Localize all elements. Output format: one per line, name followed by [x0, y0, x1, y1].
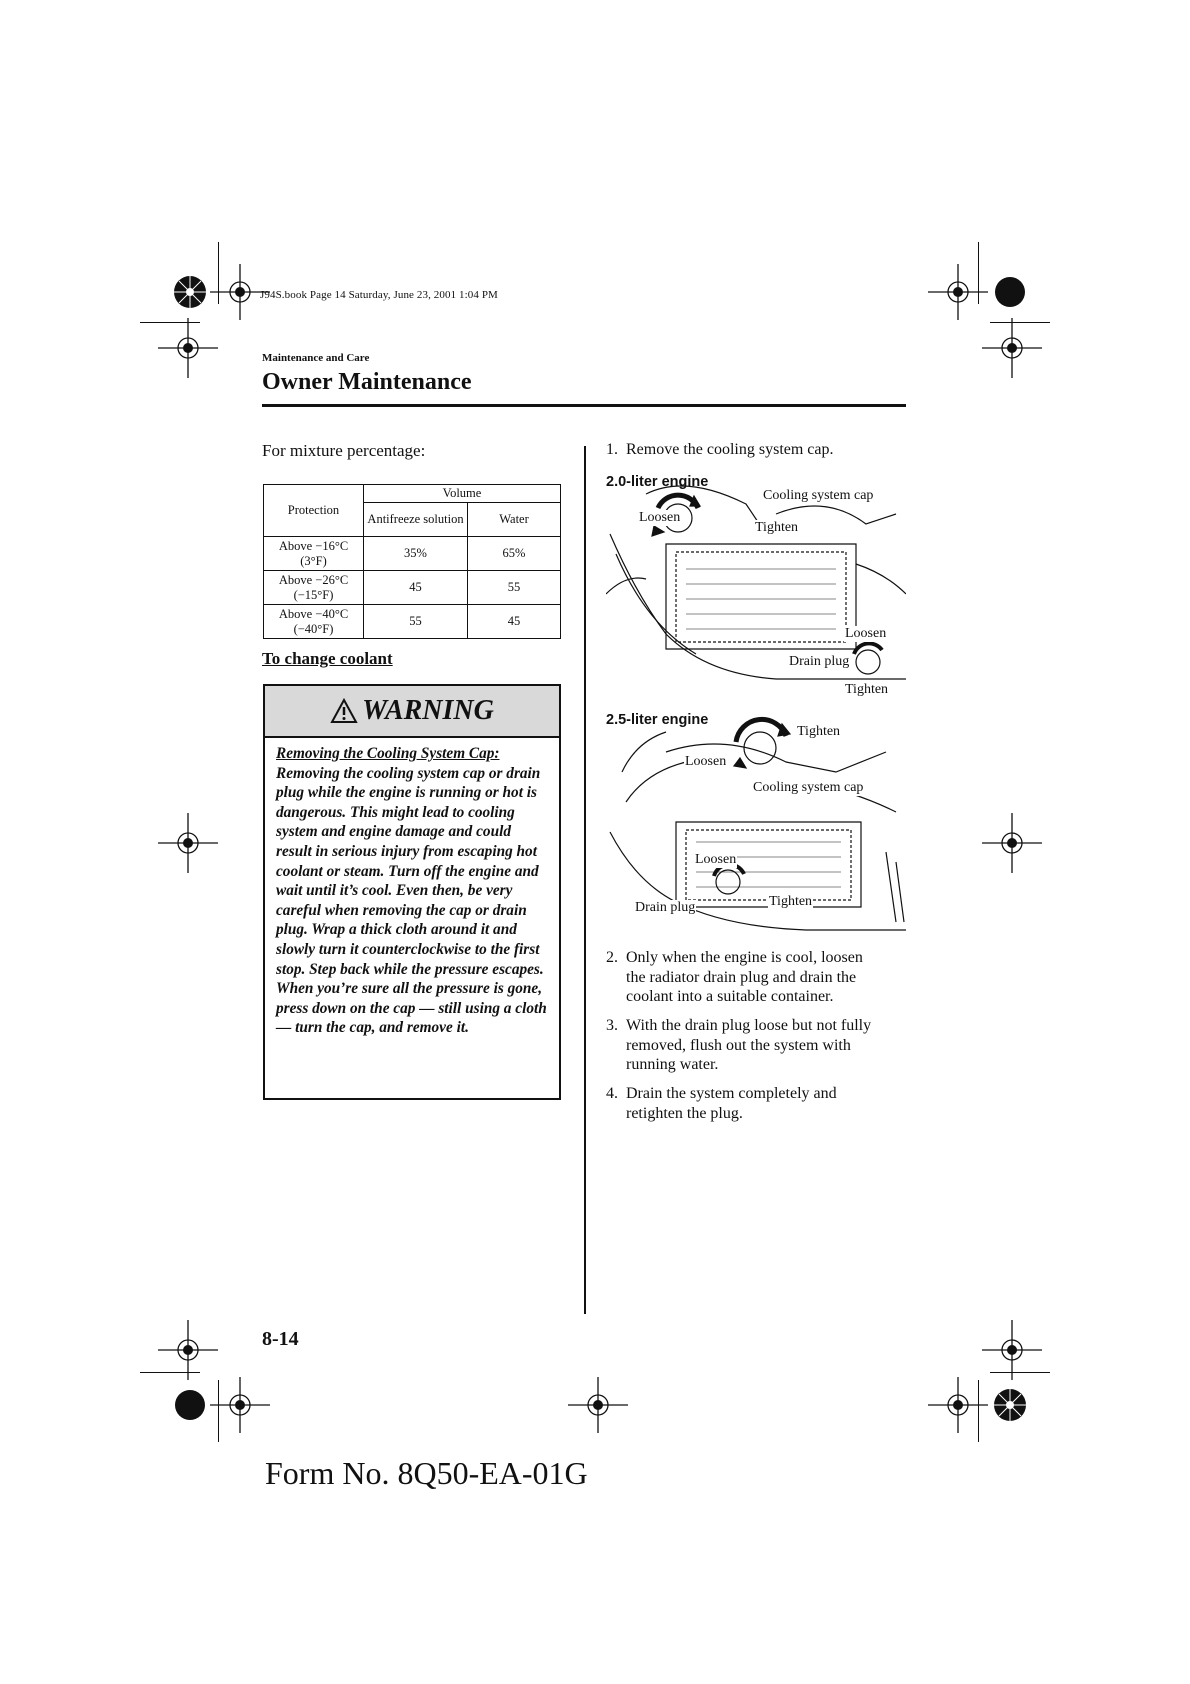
crop-line	[990, 322, 1050, 323]
step-line: running water.	[626, 1056, 719, 1073]
step-text	[626, 1084, 837, 1123]
warning-subheading: Removing the Cooling System Cap:	[276, 745, 500, 762]
antifreeze-cell: 35%	[364, 537, 468, 571]
step-number: 3.	[606, 1017, 618, 1034]
crop-line	[218, 1380, 219, 1442]
figure-label: 2.5-liter engine	[606, 712, 709, 728]
warning-triangle-icon	[330, 698, 358, 724]
protection-header: Protection	[264, 485, 364, 537]
crosshair-mark-icon	[982, 813, 1042, 873]
antifreeze-cell: 55	[364, 605, 468, 639]
step-line: With the drain plug loose but not fully	[626, 1017, 872, 1034]
step-text: Remove the cooling system cap.	[626, 441, 834, 458]
water-cell: 65%	[468, 537, 561, 571]
engine-diagram-2-0	[606, 474, 906, 699]
step-number: 1.	[606, 441, 618, 458]
step-line: retighten the plug.	[626, 1104, 743, 1122]
crosshair-mark-icon	[928, 1375, 988, 1435]
callout-cooling-system-cap: Cooling system cap	[753, 780, 864, 795]
step-line: removed, flush out the system with	[626, 1036, 851, 1054]
page-title: Owner Maintenance	[262, 369, 472, 395]
callout-tighten: Tighten	[769, 894, 813, 909]
callout-cooling-system-cap: Cooling system cap	[763, 488, 874, 503]
callout-loosen: Loosen	[685, 754, 727, 769]
warning-title: WARNING	[362, 695, 494, 726]
table-row	[264, 605, 561, 639]
callout-drain-plug: Drain plug	[635, 900, 696, 915]
warning-body	[265, 738, 559, 1038]
book-info: J94S.book Page 14 Saturday, June 23, 2001 1:04 PM	[260, 289, 498, 301]
callout-tighten: Tighten	[755, 520, 799, 535]
callout-drain-plug: Drain plug	[789, 654, 850, 669]
callout-loosen: Loosen	[695, 852, 737, 867]
crosshair-mark-icon	[158, 1320, 218, 1380]
figure-label: 2.0-liter engine	[606, 474, 709, 490]
crosshair-mark-icon	[158, 318, 218, 378]
water-header: Water	[468, 503, 561, 537]
crosshair-mark-icon	[210, 1375, 270, 1435]
engine-diagram-2-5	[606, 712, 906, 937]
crop-line	[140, 322, 200, 323]
step-line: Drain the system completely and	[626, 1085, 837, 1102]
crosshair-mark-icon	[928, 262, 988, 322]
warning-header	[265, 686, 559, 738]
protection-cell: Above −26°C (−15°F)	[264, 571, 364, 605]
registration-mark-icon	[980, 1375, 1040, 1435]
engine-illustration-icon	[606, 474, 906, 699]
step-2	[606, 948, 906, 1008]
step-line: the radiator drain plug and drain the	[626, 968, 857, 986]
antifreeze-header: Antifreeze solution	[364, 503, 468, 537]
crop-line	[978, 242, 979, 304]
change-coolant-heading: To change coolant	[262, 649, 393, 668]
step-line: coolant into a suitable container.	[626, 988, 834, 1005]
water-cell: 55	[468, 571, 561, 605]
antifreeze-cell: 45	[364, 571, 468, 605]
crosshair-mark-icon	[982, 318, 1042, 378]
mixture-intro: For mixture percentage:	[262, 441, 426, 460]
mixture-table	[263, 484, 561, 639]
crop-line	[990, 1372, 1050, 1373]
column-divider	[584, 446, 586, 1314]
callout-tighten: Tighten	[845, 682, 889, 697]
crosshair-mark-icon	[158, 813, 218, 873]
protection-cell: Above −16°C (3°F)	[264, 537, 364, 571]
table-row	[264, 571, 561, 605]
crosshair-mark-icon	[568, 1375, 628, 1435]
crosshair-mark-icon	[982, 1320, 1042, 1380]
step-number: 2.	[606, 949, 618, 966]
step-number: 4.	[606, 1085, 618, 1102]
title-rule	[262, 404, 906, 407]
step-1	[606, 440, 906, 462]
step-line: Only when the engine is cool, loosen	[626, 949, 863, 966]
crop-line	[140, 1372, 200, 1373]
solid-dot-mark-icon	[980, 262, 1040, 322]
table-row	[264, 537, 561, 571]
callout-loosen: Loosen	[845, 626, 887, 641]
section-label: Maintenance and Care	[262, 352, 370, 364]
step-3	[606, 1016, 906, 1076]
volume-header: Volume	[364, 485, 561, 503]
step-text	[626, 1016, 871, 1075]
form-number: Form No. 8Q50-EA-01G	[265, 1455, 588, 1491]
warning-text: Removing the cooling system cap or drain plug while the engine is running or hot is dangerous. This might lead to cooling system and engine damage and could result in serious injury from escaping hot coolant or steam. Turn off the engine and wait until it’s cool. Even then, be very careful when removing the cap or drain plug. Wrap a thick cloth around it and slowly turn it counterclockwise to the first stop. Step back while the pressure escapes. When you’re sure all the pressure is gone, press down on the cap — still using a cloth — turn the cap, and remove it.	[276, 764, 547, 1037]
step-4	[606, 1084, 906, 1126]
warning-box	[263, 684, 561, 1100]
step-text	[626, 948, 863, 1007]
crop-line	[978, 1380, 979, 1442]
callout-loosen: Loosen	[639, 510, 681, 525]
callout-tighten: Tighten	[797, 724, 841, 739]
crop-line	[218, 242, 219, 304]
water-cell: 45	[468, 605, 561, 639]
page-number: 8-14	[262, 1328, 299, 1350]
protection-cell: Above −40°C (−40°F)	[264, 605, 364, 639]
